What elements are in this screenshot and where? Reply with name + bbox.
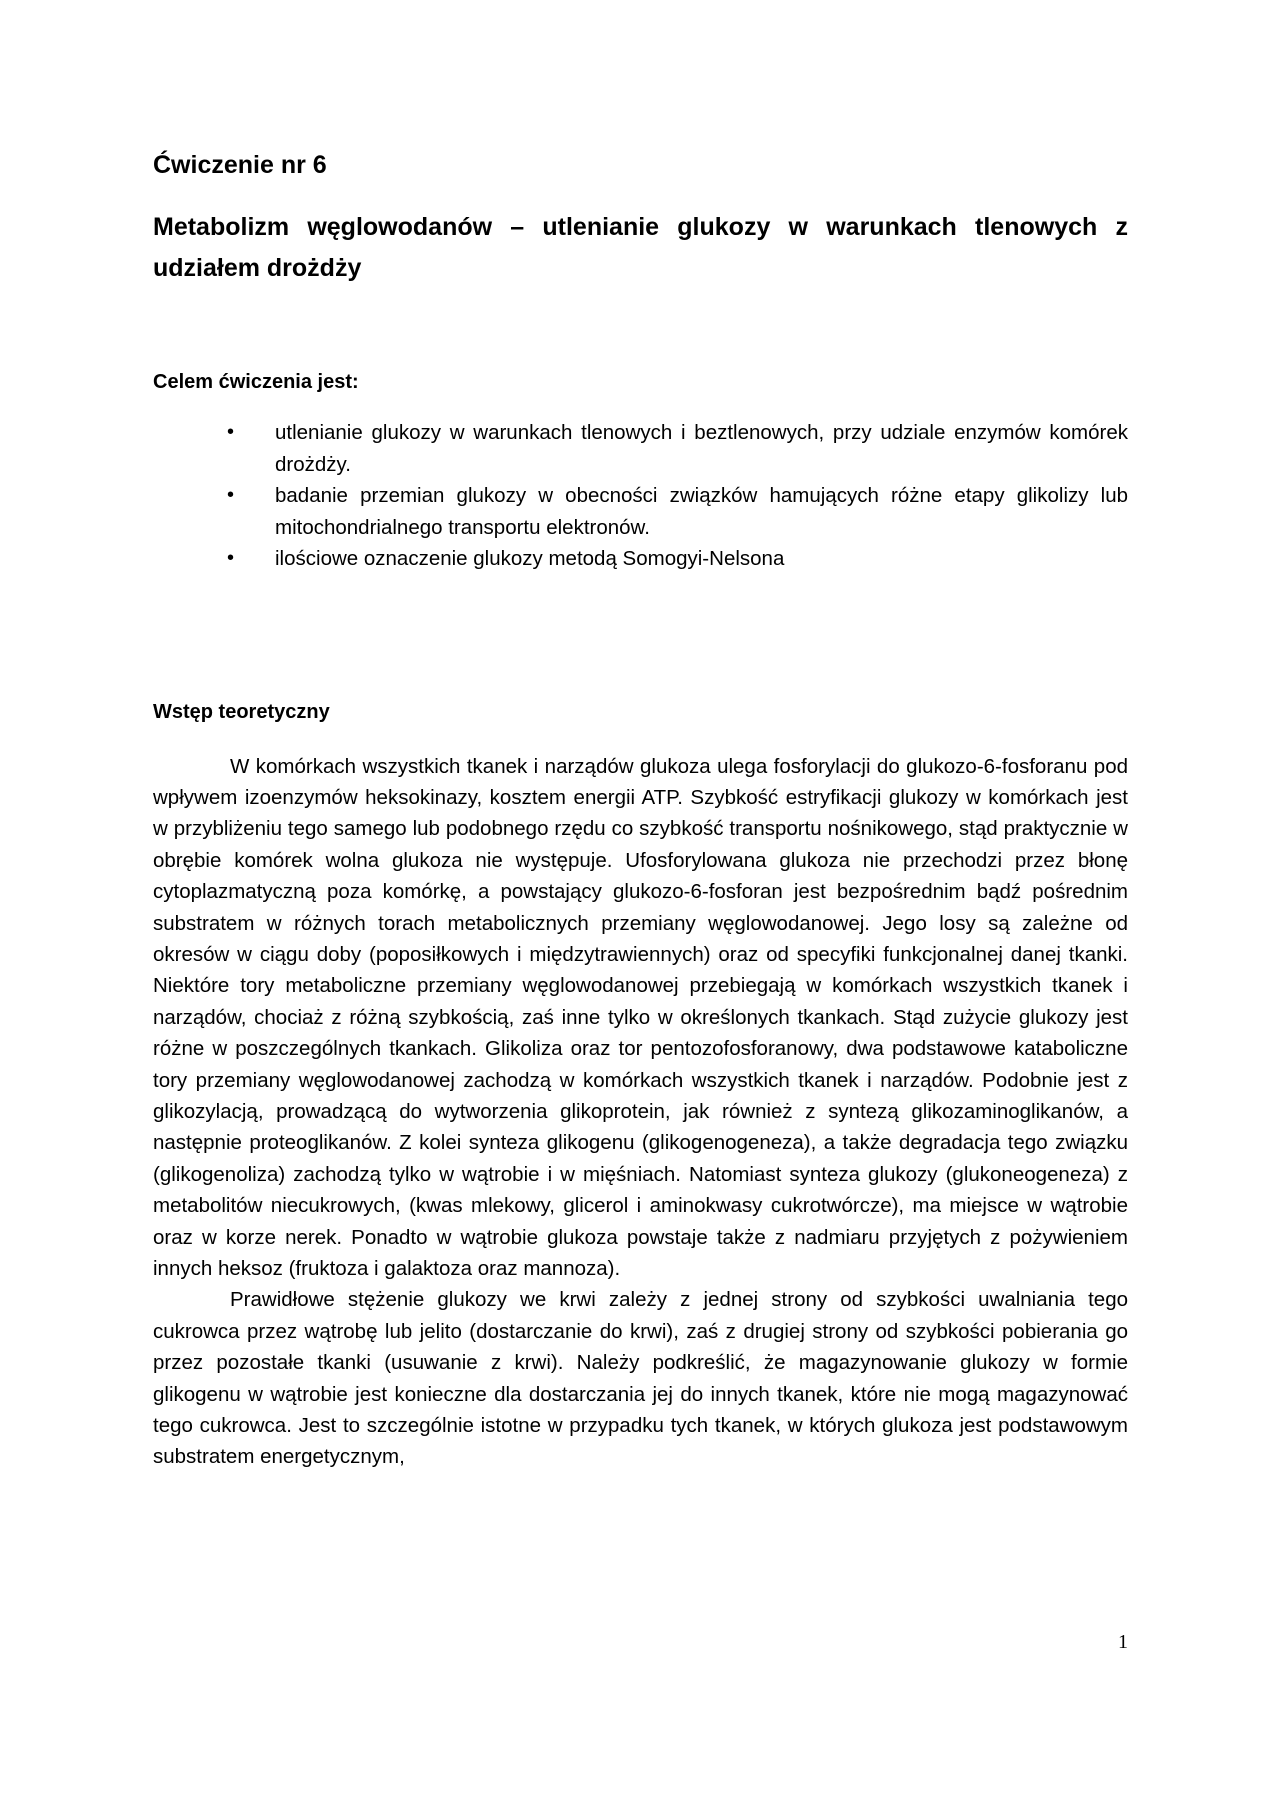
body-paragraph: W komórkach wszystkich tkanek i narządów glukoza ulega fosforylacji do glukozo-6-fosforanu pod wpływem izoenzymów heksokinazy, kosztem energii ATP. Szybkość estryfikacji glukozy w komórkach jest w przybliżeniu tego samego lub podobnego rzędu co szybkość transportu nośnikowego, stąd praktycznie w obrębie komórek wolna glukoza nie występuje. Ufosforylowana glukoza nie przechodzi przez błonę cytoplazmatyczną poza komórkę, a powstający glukozo-6-fosforan jest bezpośrednim bądź pośrednim substratem w różnych torach metabolicznych przemiany węglowodanowej. Jego losy są zależne od okresów w ciągu doby (poposiłkowych i międzytrawiennych) oraz od specyfiki funkcjonalnej danej tkanki. Niektóre tory metaboliczne przemiany węglowodanowej przebiegają w komórkach wszystkich tkanek i narządów, chociaż z różną szybkością, zaś inne tylko w określonych tkankach. Stąd zużycie glukozy jest różne w poszczególnych tkankach. Glikoliza oraz tor pentozofosforanowy, dwa podstawowe kataboliczne tory przemiany węglowodanowej zachodzą w komórkach wszystkich tkanek i narządów. Podobnie jest z glikozylacją, prowadzącą do wytworzenia glikoprotein, jak również z syntezą glikozaminoglikanów, a następnie proteoglikanów. Z kolei synteza glikogenu (glikogenogeneza), a także degradacja tego związku (glikogenoliza) zachodzą tylko w wątrobie i w mięśniach. Natomiast synteza glukozy (glukoneogeneza) z metabolitów niecukrowych, (kwas mlekowy, glicerol i aminokwasy cukrotwórcze), ma miejsce w wątrobie oraz w korze nerek. Ponadto w wątrobie glukoza powstaje także z nadmiaru przyjętych z pożywieniem innych heksoz (fruktoza i galaktoza oraz mannoza). bbox=[153, 754, 1128, 1280]
goal-text: utlenianie glukozy w warunkach tlenowych i beztlenowych, przy udziale enzymów komórek drożdży. bbox=[275, 421, 1128, 476]
goal-item bbox=[153, 417, 1128, 480]
goals-heading: Celem ćwiczenia jest: bbox=[153, 371, 359, 393]
document-page bbox=[153, 150, 1128, 1473]
main-title: Metabolizm węglowodanów – utlenianie glukozy w warunkach tlenowych z udziałem drożdży bbox=[153, 213, 1128, 282]
bullet-icon: • bbox=[227, 421, 235, 443]
bullet-icon: • bbox=[227, 547, 235, 569]
goals-list bbox=[153, 417, 1128, 575]
intro-heading: Wstęp teoretyczny bbox=[153, 700, 330, 723]
page-number: 1 bbox=[1118, 1631, 1128, 1653]
bullet-icon: • bbox=[227, 484, 235, 506]
exercise-title: Ćwiczenie nr 6 bbox=[153, 151, 327, 179]
goal-item bbox=[153, 543, 1128, 575]
body-paragraph: Prawidłowe stężenie glukozy we krwi zależy z jednej strony od szybkości uwalniania tego cukrowca przez wątrobę lub jelito (dostarczanie do krwi), zaś z drugiej strony od szybkości pobierania go przez pozostałe tkanki (usuwanie z krwi). Należy podkreślić, że magazynowanie glukozy w formie glikogenu w wątrobie jest konieczne dla dostarczania jej do innych tkanek, które nie mogą magazynować tego cukrowca. Jest to szczególnie istotne w przypadku tych tkanek, w których glukoza jest podstawowym substratem energetycznym, bbox=[153, 1288, 1128, 1469]
goal-text: ilościowe oznaczenie glukozy metodą Somogyi-Nelsona bbox=[275, 547, 785, 570]
goal-item bbox=[153, 480, 1128, 543]
goal-text: badanie przemian glukozy w obecności związków hamujących różne etapy glikolizy lub mitochondrialnego transportu elektronów. bbox=[275, 484, 1128, 539]
